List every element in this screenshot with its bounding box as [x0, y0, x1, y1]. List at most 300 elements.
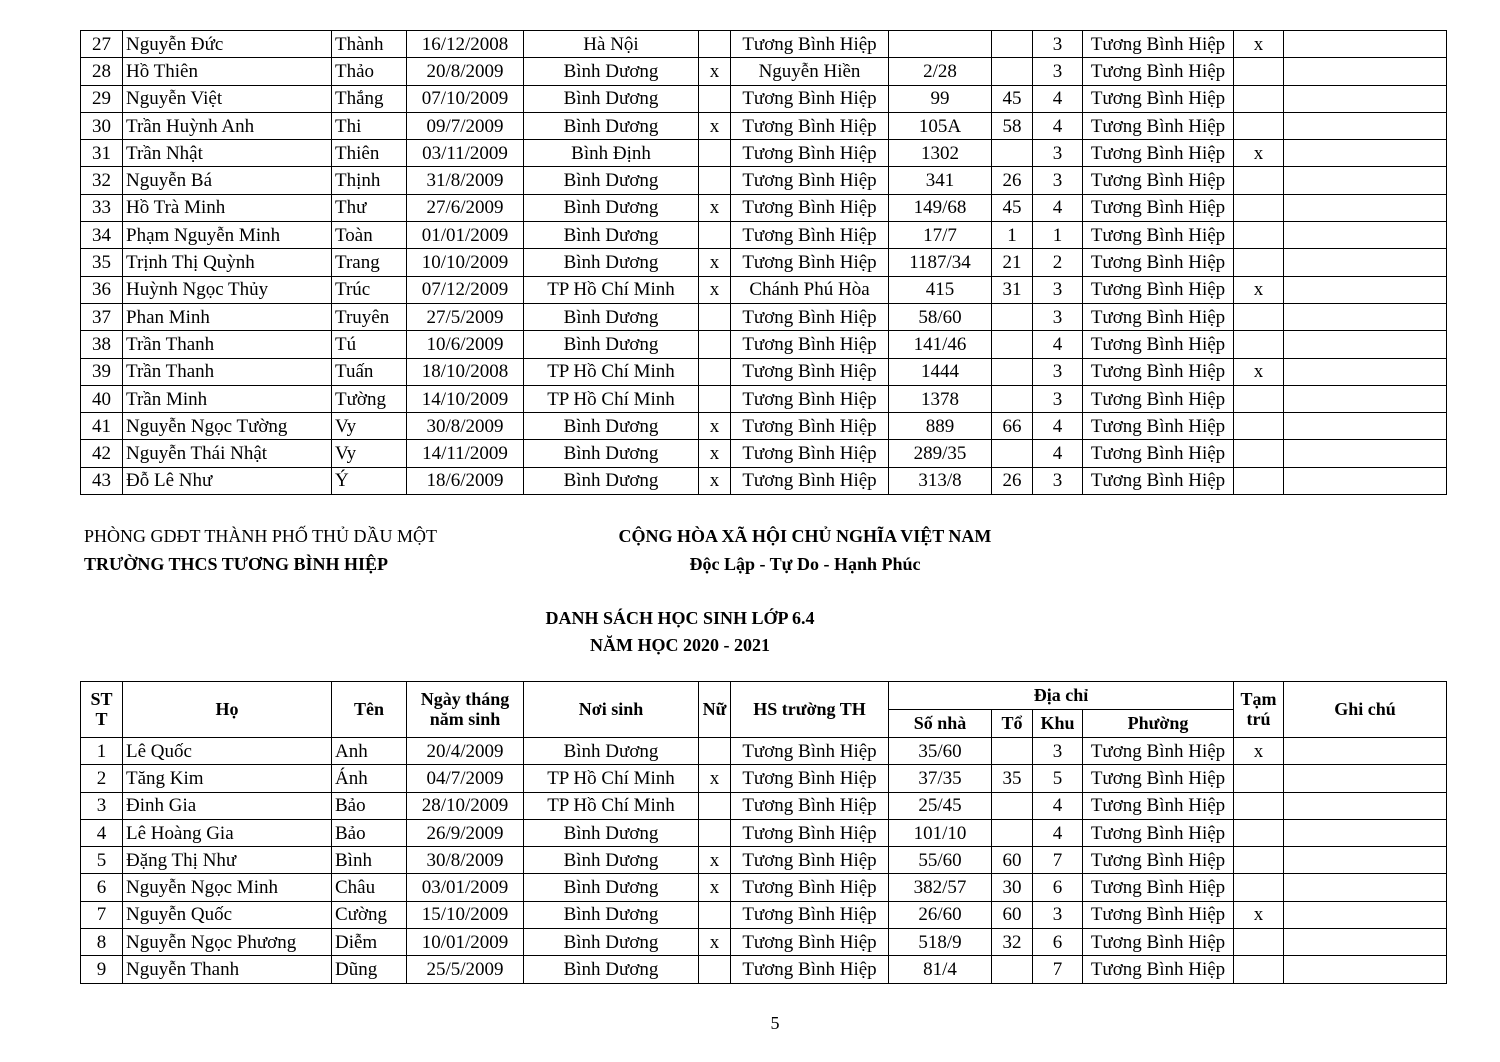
- cell-ho: Trần Thanh: [123, 358, 332, 385]
- cell-stt: 7: [81, 901, 123, 928]
- cell-tam-tru: x: [1234, 140, 1284, 167]
- cell-to: [992, 385, 1033, 412]
- page-number: 5: [770, 1013, 780, 1033]
- cell-ngay-sinh: 01/01/2009: [407, 222, 524, 249]
- cell-noi-sinh: Bình Dương: [524, 303, 699, 330]
- cell-to: 60: [992, 847, 1033, 874]
- cell-tam-tru: [1234, 167, 1284, 194]
- department-header: [84, 522, 437, 578]
- cell-tam-tru: [1234, 303, 1284, 330]
- cell-phuong: Tương Bình Hiệp: [1083, 194, 1234, 221]
- cell-khu: 1: [1033, 222, 1083, 249]
- cell-ghi-chu: [1284, 222, 1447, 249]
- cell-tam-tru: x: [1234, 31, 1284, 58]
- cell-ghi-chu: [1284, 819, 1447, 846]
- cell-hs-truong-th: Tương Bình Hiệp: [731, 792, 889, 819]
- cell-ho: Nguyễn Đức: [123, 31, 332, 58]
- cell-hs-truong-th: Tương Bình Hiệp: [731, 847, 889, 874]
- cell-phuong: Tương Bình Hiệp: [1083, 819, 1234, 846]
- cell-so-nha: 37/35: [889, 765, 992, 792]
- cell-stt: 37: [81, 303, 123, 330]
- cell-ngay-sinh: 28/10/2009: [407, 792, 524, 819]
- cell-noi-sinh: Bình Dương: [524, 819, 699, 846]
- cell-phuong: Tương Bình Hiệp: [1083, 413, 1234, 440]
- cell-phuong: Tương Bình Hiệp: [1083, 847, 1234, 874]
- table-row: [81, 331, 1447, 358]
- cell-ghi-chu: [1284, 901, 1447, 928]
- cell-so-nha: 1444: [889, 358, 992, 385]
- cell-nu: [699, 167, 731, 194]
- cell-ghi-chu: [1284, 929, 1447, 956]
- cell-hs-truong-th: Tương Bình Hiệp: [731, 738, 889, 765]
- cell-so-nha: 81/4: [889, 956, 992, 983]
- cell-khu: 2: [1033, 249, 1083, 276]
- cell-ghi-chu: [1284, 140, 1447, 167]
- cell-tam-tru: [1234, 331, 1284, 358]
- cell-tam-tru: [1234, 847, 1284, 874]
- cell-ngay-sinh: 09/7/2009: [407, 112, 524, 139]
- cell-phuong: Tương Bình Hiệp: [1083, 929, 1234, 956]
- cell-ten: Cường: [332, 901, 407, 928]
- cell-ngay-sinh: 10/01/2009: [407, 929, 524, 956]
- cell-ho: Đặng Thị Như: [123, 847, 332, 874]
- cell-to: 21: [992, 249, 1033, 276]
- cell-tam-tru: [1234, 85, 1284, 112]
- cell-ghi-chu: [1284, 765, 1447, 792]
- cell-so-nha: 149/68: [889, 194, 992, 221]
- cell-khu: 3: [1033, 31, 1083, 58]
- cell-so-nha: 889: [889, 413, 992, 440]
- cell-nu: [699, 140, 731, 167]
- cell-ho: Nguyễn Bá: [123, 167, 332, 194]
- cell-hs-truong-th: Tương Bình Hiệp: [731, 413, 889, 440]
- cell-phuong: Tương Bình Hiệp: [1083, 331, 1234, 358]
- table-row: [81, 385, 1447, 412]
- cell-khu: 3: [1033, 738, 1083, 765]
- cell-hs-truong-th: Tương Bình Hiệp: [731, 956, 889, 983]
- cell-noi-sinh: TP Hồ Chí Minh: [524, 765, 699, 792]
- cell-tam-tru: [1234, 194, 1284, 221]
- table-row: [81, 819, 1447, 846]
- cell-stt: 27: [81, 31, 123, 58]
- cell-khu: 5: [1033, 765, 1083, 792]
- cell-nu: [699, 901, 731, 928]
- cell-ghi-chu: [1284, 112, 1447, 139]
- cell-khu: 3: [1033, 276, 1083, 303]
- cell-so-nha: 1187/34: [889, 249, 992, 276]
- cell-tam-tru: [1234, 222, 1284, 249]
- col-ghi-chu: Ghi chú: [1284, 682, 1447, 738]
- cell-khu: 6: [1033, 874, 1083, 901]
- cell-ngay-sinh: 30/8/2009: [407, 413, 524, 440]
- document-title-block: [380, 605, 980, 659]
- cell-phuong: Tương Bình Hiệp: [1083, 738, 1234, 765]
- cell-khu: 6: [1033, 929, 1083, 956]
- table-row: [81, 467, 1447, 494]
- cell-khu: 3: [1033, 303, 1083, 330]
- cell-hs-truong-th: Tương Bình Hiệp: [731, 140, 889, 167]
- cell-hs-truong-th: Chánh Phú Hòa: [731, 276, 889, 303]
- student-table-continuation: [80, 30, 1447, 495]
- table-row: [81, 222, 1447, 249]
- cell-phuong: Tương Bình Hiệp: [1083, 901, 1234, 928]
- cell-ten: Vy: [332, 440, 407, 467]
- table-row: [81, 956, 1447, 983]
- cell-stt: 3: [81, 792, 123, 819]
- cell-ho: Hồ Thiên: [123, 58, 332, 85]
- cell-hs-truong-th: Tương Bình Hiệp: [731, 765, 889, 792]
- cell-hs-truong-th: Tương Bình Hiệp: [731, 31, 889, 58]
- cell-so-nha: 101/10: [889, 819, 992, 846]
- cell-ngay-sinh: 20/8/2009: [407, 58, 524, 85]
- cell-noi-sinh: Bình Dương: [524, 249, 699, 276]
- cell-stt: 34: [81, 222, 123, 249]
- cell-ten: Anh: [332, 738, 407, 765]
- cell-to: [992, 303, 1033, 330]
- cell-ten: Diễm: [332, 929, 407, 956]
- cell-stt: 40: [81, 385, 123, 412]
- table-row: [81, 85, 1447, 112]
- cell-ho: Phan Minh: [123, 303, 332, 330]
- cell-to: 45: [992, 194, 1033, 221]
- cell-nu: x: [699, 249, 731, 276]
- cell-stt: 41: [81, 413, 123, 440]
- cell-nu: x: [699, 194, 731, 221]
- cell-tam-tru: x: [1234, 276, 1284, 303]
- cell-khu: 4: [1033, 194, 1083, 221]
- cell-stt: 29: [81, 85, 123, 112]
- cell-ten: Châu: [332, 874, 407, 901]
- cell-ngay-sinh: 03/01/2009: [407, 874, 524, 901]
- cell-ghi-chu: [1284, 249, 1447, 276]
- cell-ho: Trần Huỳnh Anh: [123, 112, 332, 139]
- cell-nu: [699, 85, 731, 112]
- col-khu: Khu: [1033, 710, 1083, 738]
- cell-nu: [699, 303, 731, 330]
- cell-stt: 2: [81, 765, 123, 792]
- table-row: [81, 901, 1447, 928]
- cell-ho: Trịnh Thị Quỳnh: [123, 249, 332, 276]
- cell-ho: Hồ Trà Minh: [123, 194, 332, 221]
- cell-ho: Nguyễn Việt: [123, 85, 332, 112]
- cell-ten: Thiên: [332, 140, 407, 167]
- cell-khu: 4: [1033, 331, 1083, 358]
- cell-to: [992, 58, 1033, 85]
- table-row: [81, 792, 1447, 819]
- cell-ho: Nguyễn Thanh: [123, 956, 332, 983]
- cell-so-nha: 25/45: [889, 792, 992, 819]
- cell-ten: Thành: [332, 31, 407, 58]
- cell-so-nha: 289/35: [889, 440, 992, 467]
- col-to: Tổ: [992, 710, 1033, 738]
- cell-so-nha: 1302: [889, 140, 992, 167]
- cell-nu: [699, 222, 731, 249]
- cell-ten: Dũng: [332, 956, 407, 983]
- cell-ho: Lê Quốc: [123, 738, 332, 765]
- cell-phuong: Tương Bình Hiệp: [1083, 112, 1234, 139]
- cell-stt: 43: [81, 467, 123, 494]
- table-row: [81, 413, 1447, 440]
- cell-ngay-sinh: 10/6/2009: [407, 331, 524, 358]
- cell-khu: 3: [1033, 467, 1083, 494]
- col-so-nha: Số nhà: [889, 710, 992, 738]
- cell-ten: Ánh: [332, 765, 407, 792]
- cell-ten: Thắng: [332, 85, 407, 112]
- motto: Độc Lập - Tự Do - Hạnh Phúc: [689, 554, 921, 574]
- cell-noi-sinh: TP Hồ Chí Minh: [524, 792, 699, 819]
- cell-ngay-sinh: 04/7/2009: [407, 765, 524, 792]
- cell-so-nha: 55/60: [889, 847, 992, 874]
- cell-ho: Đinh Gia: [123, 792, 332, 819]
- cell-noi-sinh: TP Hồ Chí Minh: [524, 385, 699, 412]
- cell-so-nha: 415: [889, 276, 992, 303]
- student-table-class-6-4: [80, 681, 1447, 984]
- cell-ten: Tuấn: [332, 358, 407, 385]
- col-dia-chi: Địa chỉ: [889, 682, 1234, 710]
- cell-stt: 33: [81, 194, 123, 221]
- cell-hs-truong-th: Tương Bình Hiệp: [731, 901, 889, 928]
- school-name: TRƯỜNG THCS TƯƠNG BÌNH HIỆP: [84, 554, 389, 574]
- cell-ten: Bình: [332, 847, 407, 874]
- cell-tam-tru: [1234, 956, 1284, 983]
- cell-nu: x: [699, 765, 731, 792]
- cell-khu: 3: [1033, 167, 1083, 194]
- cell-ngay-sinh: 26/9/2009: [407, 819, 524, 846]
- cell-phuong: Tương Bình Hiệp: [1083, 167, 1234, 194]
- cell-to: 31: [992, 276, 1033, 303]
- table-row: [81, 194, 1447, 221]
- cell-tam-tru: [1234, 819, 1284, 846]
- cell-so-nha: 105A: [889, 112, 992, 139]
- cell-hs-truong-th: Tương Bình Hiệp: [731, 467, 889, 494]
- cell-to: [992, 31, 1033, 58]
- cell-tam-tru: [1234, 112, 1284, 139]
- cell-ghi-chu: [1284, 85, 1447, 112]
- col-ngay-sinh: Ngày tháng năm sinh: [407, 682, 524, 738]
- cell-noi-sinh: Bình Dương: [524, 194, 699, 221]
- cell-nu: [699, 331, 731, 358]
- cell-hs-truong-th: Tương Bình Hiệp: [731, 358, 889, 385]
- cell-nu: x: [699, 874, 731, 901]
- cell-hs-truong-th: Tương Bình Hiệp: [731, 112, 889, 139]
- cell-hs-truong-th: Tương Bình Hiệp: [731, 194, 889, 221]
- cell-hs-truong-th: Tương Bình Hiệp: [731, 819, 889, 846]
- col-ho: Họ: [123, 682, 332, 738]
- cell-to: 1: [992, 222, 1033, 249]
- cell-ten: Trang: [332, 249, 407, 276]
- cell-phuong: Tương Bình Hiệp: [1083, 440, 1234, 467]
- cell-noi-sinh: TP Hồ Chí Minh: [524, 358, 699, 385]
- cell-to: [992, 358, 1033, 385]
- document-title: DANH SÁCH HỌC SINH LỚP 6.4: [545, 608, 815, 628]
- cell-ho: Huỳnh Ngọc Thủy: [123, 276, 332, 303]
- cell-stt: 38: [81, 331, 123, 358]
- cell-khu: 3: [1033, 901, 1083, 928]
- cell-ghi-chu: [1284, 847, 1447, 874]
- cell-ho: Phạm Nguyễn Minh: [123, 222, 332, 249]
- cell-noi-sinh: Bình Dương: [524, 901, 699, 928]
- cell-to: [992, 331, 1033, 358]
- table-row: [81, 276, 1447, 303]
- cell-noi-sinh: Bình Dương: [524, 331, 699, 358]
- cell-so-nha: 1378: [889, 385, 992, 412]
- cell-ghi-chu: [1284, 276, 1447, 303]
- cell-ten: Ý: [332, 467, 407, 494]
- cell-hs-truong-th: Tương Bình Hiệp: [731, 303, 889, 330]
- table-row: [81, 358, 1447, 385]
- cell-hs-truong-th: Tương Bình Hiệp: [731, 874, 889, 901]
- cell-to: 35: [992, 765, 1033, 792]
- col-nu: Nữ: [699, 682, 731, 738]
- cell-noi-sinh: Bình Dương: [524, 167, 699, 194]
- cell-stt: 4: [81, 819, 123, 846]
- cell-hs-truong-th: Tương Bình Hiệp: [731, 385, 889, 412]
- cell-ngay-sinh: 16/12/2008: [407, 31, 524, 58]
- cell-phuong: Tương Bình Hiệp: [1083, 467, 1234, 494]
- cell-phuong: Tương Bình Hiệp: [1083, 58, 1234, 85]
- table-row: [81, 112, 1447, 139]
- cell-khu: 4: [1033, 819, 1083, 846]
- col-tam-tru: Tạm trú: [1234, 682, 1284, 738]
- cell-khu: 4: [1033, 112, 1083, 139]
- cell-so-nha: 2/28: [889, 58, 992, 85]
- cell-ghi-chu: [1284, 303, 1447, 330]
- cell-hs-truong-th: Tương Bình Hiệp: [731, 440, 889, 467]
- cell-to: 60: [992, 901, 1033, 928]
- cell-noi-sinh: Bình Dương: [524, 440, 699, 467]
- cell-phuong: Tương Bình Hiệp: [1083, 276, 1234, 303]
- cell-stt: 39: [81, 358, 123, 385]
- cell-so-nha: 141/46: [889, 331, 992, 358]
- cell-hs-truong-th: Tương Bình Hiệp: [731, 331, 889, 358]
- cell-so-nha: 313/8: [889, 467, 992, 494]
- cell-ten: Tú: [332, 331, 407, 358]
- cell-ghi-chu: [1284, 440, 1447, 467]
- cell-phuong: Tương Bình Hiệp: [1083, 303, 1234, 330]
- table-row: [81, 874, 1447, 901]
- cell-ghi-chu: [1284, 792, 1447, 819]
- cell-tam-tru: [1234, 467, 1284, 494]
- cell-noi-sinh: Bình Định: [524, 140, 699, 167]
- table-row: [81, 58, 1447, 85]
- cell-ho: Nguyễn Ngọc Phương: [123, 929, 332, 956]
- cell-tam-tru: [1234, 249, 1284, 276]
- cell-ghi-chu: [1284, 467, 1447, 494]
- cell-ngay-sinh: 31/8/2009: [407, 167, 524, 194]
- cell-nu: x: [699, 847, 731, 874]
- cell-ghi-chu: [1284, 331, 1447, 358]
- table-row: [81, 167, 1447, 194]
- department-name: PHÒNG GDĐT THÀNH PHỐ THỦ DẦU MỘT: [84, 526, 438, 546]
- cell-stt: 30: [81, 112, 123, 139]
- cell-ghi-chu: [1284, 58, 1447, 85]
- cell-ngay-sinh: 30/8/2009: [407, 847, 524, 874]
- table-row: [81, 765, 1447, 792]
- cell-phuong: Tương Bình Hiệp: [1083, 85, 1234, 112]
- table-row: [81, 847, 1447, 874]
- cell-ten: Thi: [332, 112, 407, 139]
- cell-stt: 42: [81, 440, 123, 467]
- cell-noi-sinh: TP Hồ Chí Minh: [524, 276, 699, 303]
- cell-noi-sinh: Bình Dương: [524, 58, 699, 85]
- cell-ten: Truyên: [332, 303, 407, 330]
- cell-ghi-chu: [1284, 956, 1447, 983]
- cell-so-nha: 518/9: [889, 929, 992, 956]
- cell-ngay-sinh: 03/11/2009: [407, 140, 524, 167]
- cell-ghi-chu: [1284, 194, 1447, 221]
- cell-stt: 28: [81, 58, 123, 85]
- cell-ho: Nguyễn Ngọc Tường: [123, 413, 332, 440]
- cell-tam-tru: [1234, 929, 1284, 956]
- cell-noi-sinh: Bình Dương: [524, 956, 699, 983]
- cell-noi-sinh: Bình Dương: [524, 738, 699, 765]
- cell-ghi-chu: [1284, 738, 1447, 765]
- cell-ten: Toàn: [332, 222, 407, 249]
- cell-to: [992, 819, 1033, 846]
- cell-tam-tru: [1234, 874, 1284, 901]
- cell-nu: x: [699, 413, 731, 440]
- cell-stt: 1: [81, 738, 123, 765]
- cell-ten: Thư: [332, 194, 407, 221]
- cell-to: [992, 956, 1033, 983]
- cell-ngay-sinh: 10/10/2009: [407, 249, 524, 276]
- table-row: [81, 440, 1447, 467]
- cell-nu: [699, 792, 731, 819]
- cell-ghi-chu: [1284, 358, 1447, 385]
- cell-ngay-sinh: 18/6/2009: [407, 467, 524, 494]
- table-row: [81, 249, 1447, 276]
- cell-to: 32: [992, 929, 1033, 956]
- cell-ho: Trần Nhật: [123, 140, 332, 167]
- cell-stt: 36: [81, 276, 123, 303]
- cell-noi-sinh: Bình Dương: [524, 847, 699, 874]
- cell-tam-tru: x: [1234, 738, 1284, 765]
- cell-to: 26: [992, 467, 1033, 494]
- cell-tam-tru: x: [1234, 901, 1284, 928]
- cell-hs-truong-th: Tương Bình Hiệp: [731, 167, 889, 194]
- cell-ho: Đỗ Lê Như: [123, 467, 332, 494]
- cell-noi-sinh: Bình Dương: [524, 85, 699, 112]
- cell-to: 30: [992, 874, 1033, 901]
- cell-ngay-sinh: 25/5/2009: [407, 956, 524, 983]
- col-ten: Tên: [332, 682, 407, 738]
- cell-tam-tru: [1234, 765, 1284, 792]
- cell-ngay-sinh: 07/12/2009: [407, 276, 524, 303]
- cell-nu: x: [699, 929, 731, 956]
- cell-ngay-sinh: 27/6/2009: [407, 194, 524, 221]
- cell-nu: [699, 956, 731, 983]
- cell-ten: Thảo: [332, 58, 407, 85]
- cell-tam-tru: x: [1234, 358, 1284, 385]
- cell-stt: 31: [81, 140, 123, 167]
- cell-so-nha: 35/60: [889, 738, 992, 765]
- cell-ten: Thịnh: [332, 167, 407, 194]
- cell-khu: 3: [1033, 358, 1083, 385]
- cell-tam-tru: [1234, 792, 1284, 819]
- cell-ho: Lê Hoàng Gia: [123, 819, 332, 846]
- cell-phuong: Tương Bình Hiệp: [1083, 874, 1234, 901]
- cell-khu: 3: [1033, 140, 1083, 167]
- cell-to: 45: [992, 85, 1033, 112]
- cell-ngay-sinh: 20/4/2009: [407, 738, 524, 765]
- cell-nu: x: [699, 467, 731, 494]
- table-header: [81, 682, 1447, 738]
- cell-to: 66: [992, 413, 1033, 440]
- table-row: [81, 140, 1447, 167]
- cell-tam-tru: [1234, 385, 1284, 412]
- cell-ghi-chu: [1284, 385, 1447, 412]
- cell-hs-truong-th: Tương Bình Hiệp: [731, 222, 889, 249]
